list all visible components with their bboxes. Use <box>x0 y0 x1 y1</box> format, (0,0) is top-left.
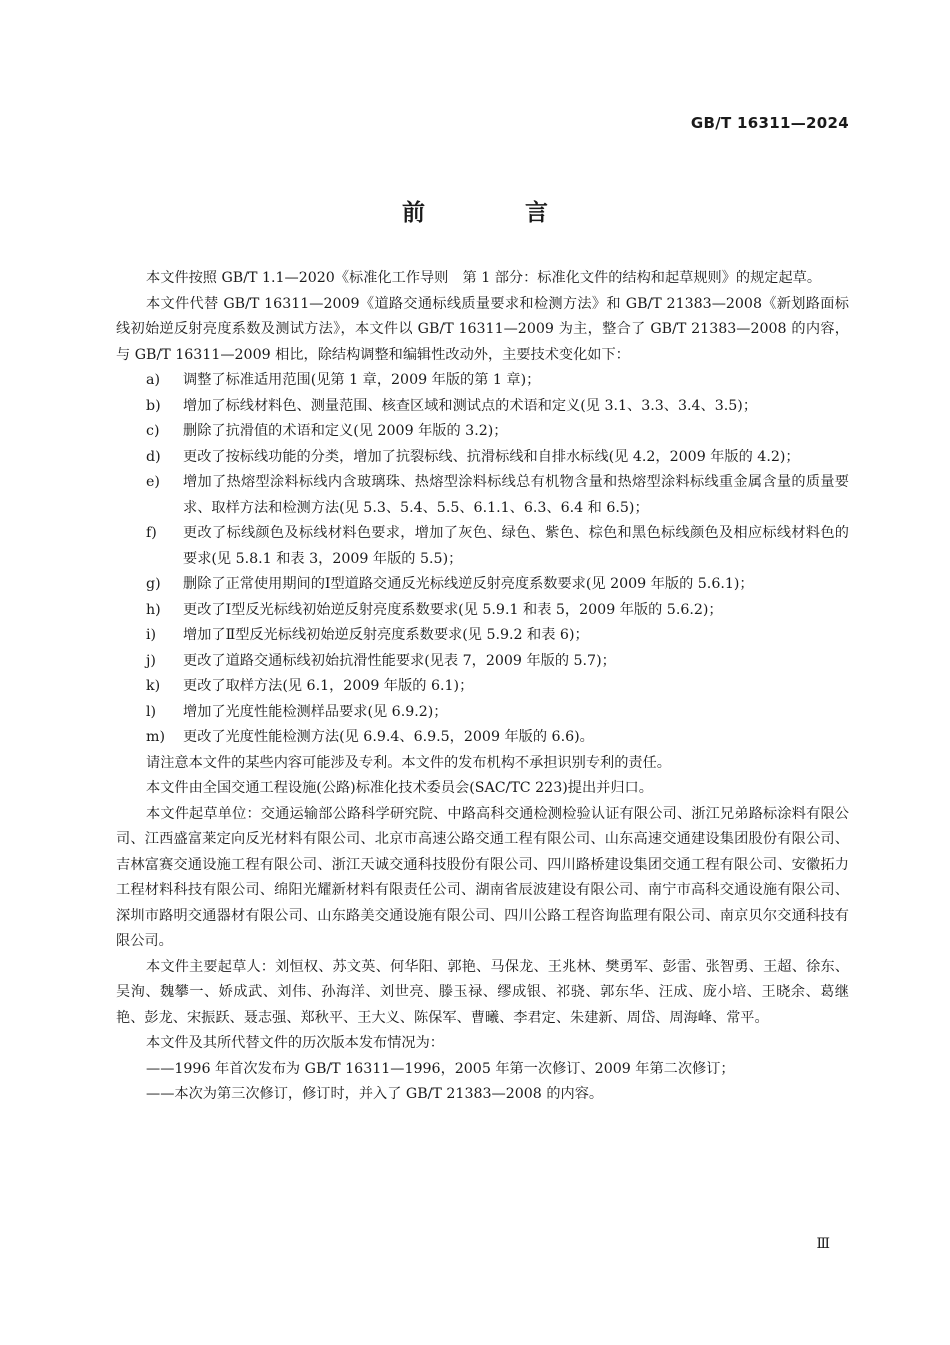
intro-paragraph: 本文件按照 GB/T 1.1—2020《标准化工作导则 第 1 部分：标准化文件的结构和起草规则》的规定起草。 <box>146 270 822 286</box>
list-item-marker: e) <box>146 474 160 490</box>
list-item-marker: g) <box>146 576 161 592</box>
list-item-text: 更改了光度性能检测方法(见 6.9.4、6.9.5，2009 年版的 6.6)。 <box>183 729 594 745</box>
drafters-paragraph: 本文件主要起草人：刘恒权、苏文英、何华阳、郭艳、马保龙、王兆林、樊勇军、彭雷、张智勇、王超、徐东、吴洵、魏攀一、娇成武、刘伟、孙海洋、刘世亮、滕玉禄、缪成银、祁骁、郭东华、汪成、庞小培、王晓余、葛继艳、彭龙、宋振跃、聂志强、郑秋平、王大义、陈保军、曹曦、李君定、朱建新、周岱、周海峰、常平。 <box>116 958 849 1026</box>
list-item <box>116 725 849 751</box>
page-number: Ⅲ <box>816 1236 830 1252</box>
list-item-text: 增加了Ⅱ型反光标线初始逆反射亮度系数要求(见 5.9.2 和表 6)； <box>183 627 589 643</box>
standard-code: GB/T 16311—2024 <box>690 114 849 132</box>
list-item-marker: a) <box>146 372 160 388</box>
list-item-text: 更改了Ⅰ型反光标线初始逆反射亮度系数要求(见 5.9.1 和表 5，2009 年版的 5.6.2)； <box>183 601 723 618</box>
list-item <box>116 368 849 394</box>
list-item <box>116 598 849 624</box>
list-item-marker: l) <box>146 703 157 720</box>
list-item-marker: b) <box>146 397 161 414</box>
list-item <box>116 700 849 726</box>
list-item-text: 更改了按标线功能的分类，增加了抗裂标线、抗滑标线和自排水标线(见 4.2，2009 年版的 4.2)； <box>183 448 800 465</box>
document-body <box>116 266 849 1108</box>
list-item-marker: k) <box>146 678 161 694</box>
list-item <box>116 572 849 598</box>
list-item-marker: i) <box>146 627 157 643</box>
list-item <box>116 623 849 649</box>
list-item-marker: m) <box>146 729 165 745</box>
list-item-marker: j) <box>146 652 156 669</box>
list-item-text: 增加了标线材料色、测量范围、核查区域和测试点的术语和定义(见 3.1、3.3、3.4、3.5)； <box>183 397 758 414</box>
list-item-text: 更改了道路交通标线初始抗滑性能要求(见表 7，2009 年版的 5.7)； <box>183 652 616 669</box>
list-item <box>116 394 849 420</box>
list-item-text: 增加了热熔型涂料标线内含玻璃珠、热熔型涂料标线总有机物含量和热熔型涂料标线重金属含量的质量要求、取样方法和检测方法(见 5.3、5.4、5.5、6.1.1、6.3、6.4 和 6.5)； <box>183 474 849 516</box>
list-item <box>116 521 849 572</box>
history-item: ——1996 年首次发布为 GB/T 16311—1996，2005 年第一次修订、2009 年第二次修订； <box>146 1060 735 1077</box>
drafting-units-paragraph: 本文件起草单位：交通运输部公路科学研究院、中路高科交通检测检验认证有限公司、浙江兄弟路标涂料有限公司、江西盛富莱定向反光材料有限公司、北京市高速公路交通工程有限公司、山东高速交通建设集团股份有限公司、吉林富赛交通设施工程有限公司、浙江天诚交通科技股份有限公司、四川路桥建设集团交通工程有限公司、安徽拓力工程材料科技有限公司、绵阳光耀新材料有限责任公司、湖南省辰波建设有限公司、南宁市高科交通设施有限公司、深圳市路明交通器材有限公司、山东路美交通设施有限公司、四川公路工程咨询监理有限公司、南京贝尔交通科技有限公司。 <box>116 805 849 949</box>
list-item-text: 更改了取样方法(见 6.1，2009 年版的 6.1)； <box>183 678 474 694</box>
list-item-text: 更改了标线颜色及标线材料色要求，增加了灰色、绿色、紫色、棕色和黑色标线颜色及相应标线材料色的要求(见 5.8.1 和表 3，2009 年版的 5.5)； <box>183 525 849 567</box>
list-item-marker: f) <box>146 525 157 541</box>
list-item-text: 增加了光度性能检测样品要求(见 6.9.2)； <box>183 703 448 720</box>
list-item-text: 删除了抗滑值的术语和定义(见 2009 年版的 3.2)； <box>183 423 508 439</box>
list-item <box>116 674 849 700</box>
list-item <box>116 470 849 521</box>
list-item <box>116 419 849 445</box>
history-item: ——本次为第三次修订，修订时，并入了 GB/T 21383—2008 的内容。 <box>146 1086 604 1102</box>
list-item-text: 调整了标准适用范围(见第 1 章，2009 年版的第 1 章)； <box>183 372 541 388</box>
intro-paragraph: 本文件代替 GB/T 16311—2009《道路交通标线质量要求和检测方法》和 GB/T 21383—2008《新划路面标线初始逆反射亮度系数及测试方法》，本文件以 GB/T 16311—2009 为主，整合了 GB/T 21383—2008 的内容，与 GB/T 16311—2009 相比，除结构调整和编辑性改动外，主要技术变化如下： <box>116 295 849 363</box>
list-item-marker: c) <box>146 423 160 439</box>
patent-notice: 请注意本文件的某些内容可能涉及专利。本文件的发布机构不承担识别专利的责任。 <box>146 754 671 771</box>
proposer-paragraph: 本文件由全国交通工程设施(公路)标准化技术委员会(SAC/TC 223)提出并归口。 <box>146 780 653 796</box>
list-item <box>116 649 849 675</box>
changes-list <box>116 368 849 751</box>
list-item <box>116 445 849 471</box>
page-title: 前 言 <box>401 200 594 226</box>
list-item-marker: d) <box>146 448 161 465</box>
list-item-marker: h) <box>146 601 161 618</box>
history-intro: 本文件及其所代替文件的历次版本发布情况为： <box>146 1035 444 1051</box>
list-item-text: 删除了正常使用期间的Ⅰ型道路交通反光标线逆反射亮度系数要求(见 2009 年版的 5.6.1)； <box>183 576 754 592</box>
